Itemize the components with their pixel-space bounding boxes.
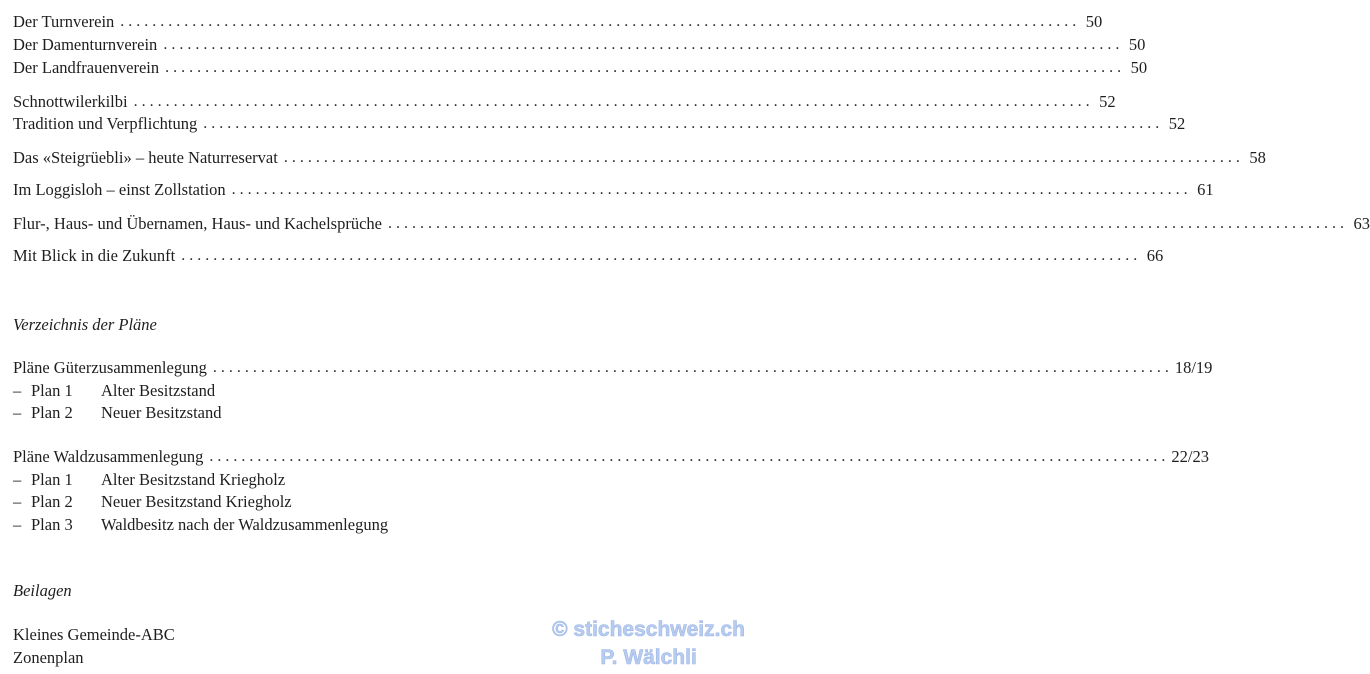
toc-title: Schnottwilerkilbi — [13, 92, 128, 111]
plan-group-label: Pläne Güterzusammenlegung — [13, 358, 207, 377]
toc-entry — [13, 35, 1146, 55]
plan-description: Neuer Besitzstand Kriegholz — [101, 492, 292, 511]
toc-title: Der Damenturnverein — [13, 35, 158, 54]
plan-number: Plan 2 — [31, 492, 73, 511]
plan-number: Plan 3 — [31, 515, 73, 534]
plan-dash: – — [13, 403, 22, 422]
toc-page: 58 — [1249, 148, 1266, 167]
plan-number: Plan 1 — [31, 470, 73, 489]
leader-dots: . . . . . . . . . . . . . . . . . . . . . . . . . . . . . . . . . . . . . . . . . . . . . . . . . . . . . . . . . . . . . . . . . . . . . . . . . . . . . . . . . . . . . . . . . . . . . . . . . . . . . . . . . . . . . . . . . . . . . . . . — [212, 359, 1169, 376]
toc-page: 66 — [1146, 246, 1164, 265]
toc-page: 61 — [1197, 180, 1214, 199]
toc-entry — [13, 114, 1186, 134]
toc-entry — [13, 58, 1148, 78]
leader-dots: . . . . . . . . . . . . . . . . . . . . . . . . . . . . . . . . . . . . . . . . . . . . . . . . . . . . . . . . . . . . . . . . . . . . . . . . . . . . . . . . . . . . . . . . . . . . . . . . . . . . . . . . . . . . . . . . . . . . . . . . — [203, 115, 1160, 132]
copyright-watermark — [552, 616, 745, 672]
plan-item — [13, 492, 292, 512]
toc-entry — [13, 12, 1103, 32]
plan-item — [13, 381, 215, 401]
toc-entry — [13, 92, 1116, 112]
plan-dash: – — [13, 470, 22, 489]
plan-number: Plan 1 — [31, 381, 73, 400]
plan-group-title — [13, 447, 1209, 467]
toc-title: Der Landfrauenverein — [13, 58, 160, 77]
plan-group-page: 18/19 — [1174, 358, 1213, 377]
leader-dots: . . . . . . . . . . . . . . . . . . . . . . . . . . . . . . . . . . . . . . . . . . . . . . . . . . . . . . . . . . . . . . . . . . . . . . . . . . . . . . . . . . . . . . . . . . . . . . . . . . . . . . . . . . . . . . . . . . . . . . . . — [120, 13, 1077, 30]
plan-group-label: Pläne Waldzusammenlegung — [13, 447, 204, 466]
beilagen-heading: Beilagen — [13, 581, 72, 600]
toc-title: Das «Steigrüebli» – heute Naturreservat — [13, 148, 278, 167]
toc-title: Mit Blick in die Zukunft — [13, 246, 176, 265]
toc-title: Der Turnverein — [13, 12, 115, 31]
toc-title: Flur-, Haus- und Übernamen, Haus- und Kachelsprüche — [13, 214, 382, 233]
leader-dots: . . . . . . . . . . . . . . . . . . . . . . . . . . . . . . . . . . . . . . . . . . . . . . . . . . . . . . . . . . . . . . . . . . . . . . . . . . . . . . . . . . . . . . . . . . . . . . . . . . . . . . . . . . . . . . . . . . . . . . . . — [163, 36, 1120, 53]
plan-item — [13, 403, 222, 423]
plan-description: Alter Besitzstand Kriegholz — [101, 470, 286, 489]
plan-group-page: 22/23 — [1171, 447, 1209, 466]
toc-entry — [13, 148, 1266, 168]
plan-description: Waldbesitz nach der Waldzusammenlegung — [101, 515, 389, 534]
leader-dots: . . . . . . . . . . . . . . . . . . . . . . . . . . . . . . . . . . . . . . . . . . . . . . . . . . . . . . . . . . . . . . . . . . . . . . . . . . . . . . . . . . . . . . . . . . . . . . . . . . . . . . . . . . . . . . . . . . . . . . . . — [165, 59, 1122, 76]
plan-item — [13, 515, 388, 535]
toc-page: 52 — [1099, 92, 1116, 111]
leader-dots: . . . . . . . . . . . . . . . . . . . . . . . . . . . . . . . . . . . . . . . . . . . . . . . . . . . . . . . . . . . . . . . . . . . . . . . . . . . . . . . . . . . . . . . . . . . . . . . . . . . . . . . . . . . . . . . . . . . . . . . . — [133, 93, 1090, 110]
toc-entry — [13, 180, 1214, 200]
toc-page: 52 — [1168, 114, 1186, 133]
leader-dots: . . . . . . . . . . . . . . . . . . . . . . . . . . . . . . . . . . . . . . . . . . . . . . . . . . . . . . . . . . . . . . . . . . . . . . . . . . . . . . . . . . . . . . . . . . . . . . . . . . . . . . . . . . . . . . . . . . . . . . . . — [387, 215, 1344, 232]
toc-entry — [13, 214, 1370, 234]
beilage-item: Zonenplan — [13, 648, 84, 667]
plan-dash: – — [13, 515, 22, 534]
plan-dash: – — [13, 492, 22, 511]
watermark-line: P. Wälchli — [600, 646, 697, 669]
toc-title: Im Loggisloh – einst Zollstation — [13, 180, 226, 199]
toc-page: 63 — [1353, 214, 1370, 233]
plan-group-title — [13, 358, 1213, 378]
toc-page: 50 — [1130, 58, 1148, 77]
plan-number: Plan 2 — [31, 403, 73, 422]
leader-dots: . . . . . . . . . . . . . . . . . . . . . . . . . . . . . . . . . . . . . . . . . . . . . . . . . . . . . . . . . . . . . . . . . . . . . . . . . . . . . . . . . . . . . . . . . . . . . . . . . . . . . . . . . . . . . . . . . . . . . . . . — [181, 247, 1138, 264]
toc-entry — [13, 246, 1164, 266]
leader-dots: . . . . . . . . . . . . . . . . . . . . . . . . . . . . . . . . . . . . . . . . . . . . . . . . . . . . . . . . . . . . . . . . . . . . . . . . . . . . . . . . . . . . . . . . . . . . . . . . . . . . . . . . . . . . . . . . . . . . . . . . — [231, 181, 1188, 198]
toc-page: 50 — [1085, 12, 1103, 31]
toc-page: 50 — [1128, 35, 1146, 54]
plan-description: Neuer Besitzstand — [101, 403, 222, 422]
leader-dots: . . . . . . . . . . . . . . . . . . . . . . . . . . . . . . . . . . . . . . . . . . . . . . . . . . . . . . . . . . . . . . . . . . . . . . . . . . . . . . . . . . . . . . . . . . . . . . . . . . . . . . . . . . . . . . . . . . . . . . . . — [283, 149, 1240, 166]
plan-dash: – — [13, 381, 22, 400]
plan-description: Alter Besitzstand — [101, 381, 216, 400]
beilage-item: Kleines Gemeinde-ABC — [13, 625, 175, 644]
plan-item — [13, 470, 285, 490]
plans-heading: Verzeichnis der Pläne — [13, 315, 157, 334]
leader-dots: . . . . . . . . . . . . . . . . . . . . . . . . . . . . . . . . . . . . . . . . . . . . . . . . . . . . . . . . . . . . . . . . . . . . . . . . . . . . . . . . . . . . . . . . . . . . . . . . . . . . . . . . . . . . . . . . . . . . . . . . — [209, 448, 1166, 465]
watermark-line: © sticheschweiz.ch — [552, 618, 745, 641]
toc-title: Tradition und Verpflichtung — [13, 114, 198, 133]
